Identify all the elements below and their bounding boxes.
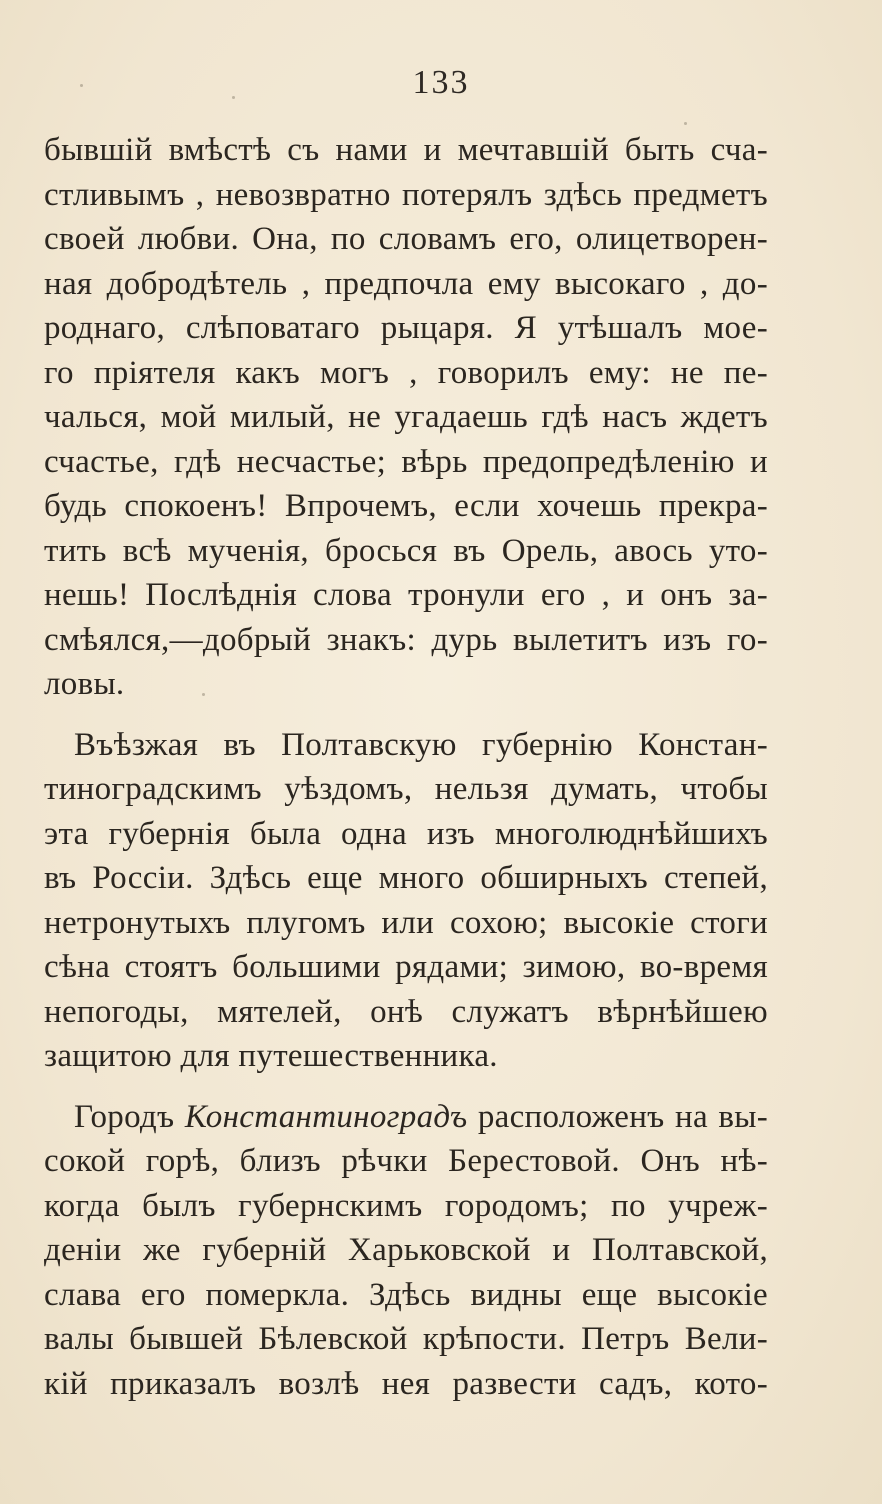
city-name-italic: Константиноградъ — [184, 1098, 468, 1135]
text-line: Въѣзжая въ Полтавскую губернію Констан- — [74, 726, 768, 763]
text-segment: расположенъ на вы- — [467, 1098, 768, 1135]
text-line: счастье, гдѣ несчастье; вѣрь предопредѣленію и — [44, 443, 768, 480]
paragraph-3 — [44, 1095, 768, 1407]
text-segment: Городъ — [74, 1098, 185, 1135]
text-line: тиноградскимъ уѣздомъ, нельзя думать, чтобы — [44, 771, 768, 807]
paragraph-1 — [44, 128, 768, 707]
text-line: смѣялся,—добрый знакъ: дурь вылетитъ изъ го- — [44, 621, 768, 658]
body-text — [44, 128, 768, 1406]
paragraph-2 — [44, 723, 768, 1079]
text-line: валы бывшей Бѣлевской крѣпости. Петръ Вели- — [44, 1321, 768, 1357]
text-line: сѣна стоятъ большими рядами; зимою, во-время — [44, 949, 768, 985]
paragraph-gap — [44, 1079, 768, 1095]
text-line: тить всѣ мученія, бросься въ Орель, авось уто- — [44, 532, 768, 569]
text-line: своей любви. Она, по словамъ его, олицетворен- — [44, 221, 768, 257]
text-line: деніи же губерній Харьковской и Полтавской, — [44, 1232, 768, 1268]
paragraph-gap — [44, 707, 768, 723]
text-line: эта губернія была одна изъ многолюднѣйшихъ — [44, 815, 768, 852]
text-line: когда былъ губернскимъ городомъ; по учреж- — [44, 1187, 768, 1224]
text-line: слава его померкла. Здѣсь видны еще высокіе — [44, 1276, 768, 1313]
text-line: непогоды, мятелей, онѣ служатъ вѣрнѣйшею — [44, 993, 768, 1030]
text-line: го пріятеля какъ могъ , говорилъ ему: не пе- — [44, 354, 768, 391]
text-line: нешь! Послѣднія слова тронули его , и онъ за- — [44, 577, 768, 613]
text-line: кій приказалъ возлѣ нея развести садъ, кото- — [44, 1365, 768, 1402]
text-line: будь спокоенъ! Впрочемъ, если хочешь прекра- — [44, 488, 768, 524]
text-line: ловы. — [44, 666, 125, 702]
text-line: роднаго, слѣповатаго рыцаря. Я утѣшалъ мое- — [44, 310, 768, 346]
text-line: въ Россіи. Здѣсь еще много обширныхъ степей, — [44, 860, 768, 896]
text-line — [44, 1095, 768, 1140]
page-number: 133 — [412, 64, 470, 101]
text-line: стливымъ , невозвратно потерялъ здѣсь предметъ — [44, 176, 768, 213]
text-line: защитою для путешественника. — [44, 1038, 498, 1074]
text-line: нетронутыхъ плугомъ или сохою; высокіе стоги — [44, 904, 768, 941]
text-line: сокой горѣ, близъ рѣчки Берестовой. Онъ нѣ- — [44, 1143, 768, 1179]
text-line: чалься, мой милый, не угадаешь гдѣ насъ ждетъ — [44, 399, 768, 435]
text-line: ная добродѣтель , предпочла ему высокаго , до- — [44, 265, 768, 302]
text-line: бывшій вмѣстѣ съ нами и мечтавшій быть сча- — [44, 132, 768, 168]
paper-speck — [684, 122, 687, 125]
